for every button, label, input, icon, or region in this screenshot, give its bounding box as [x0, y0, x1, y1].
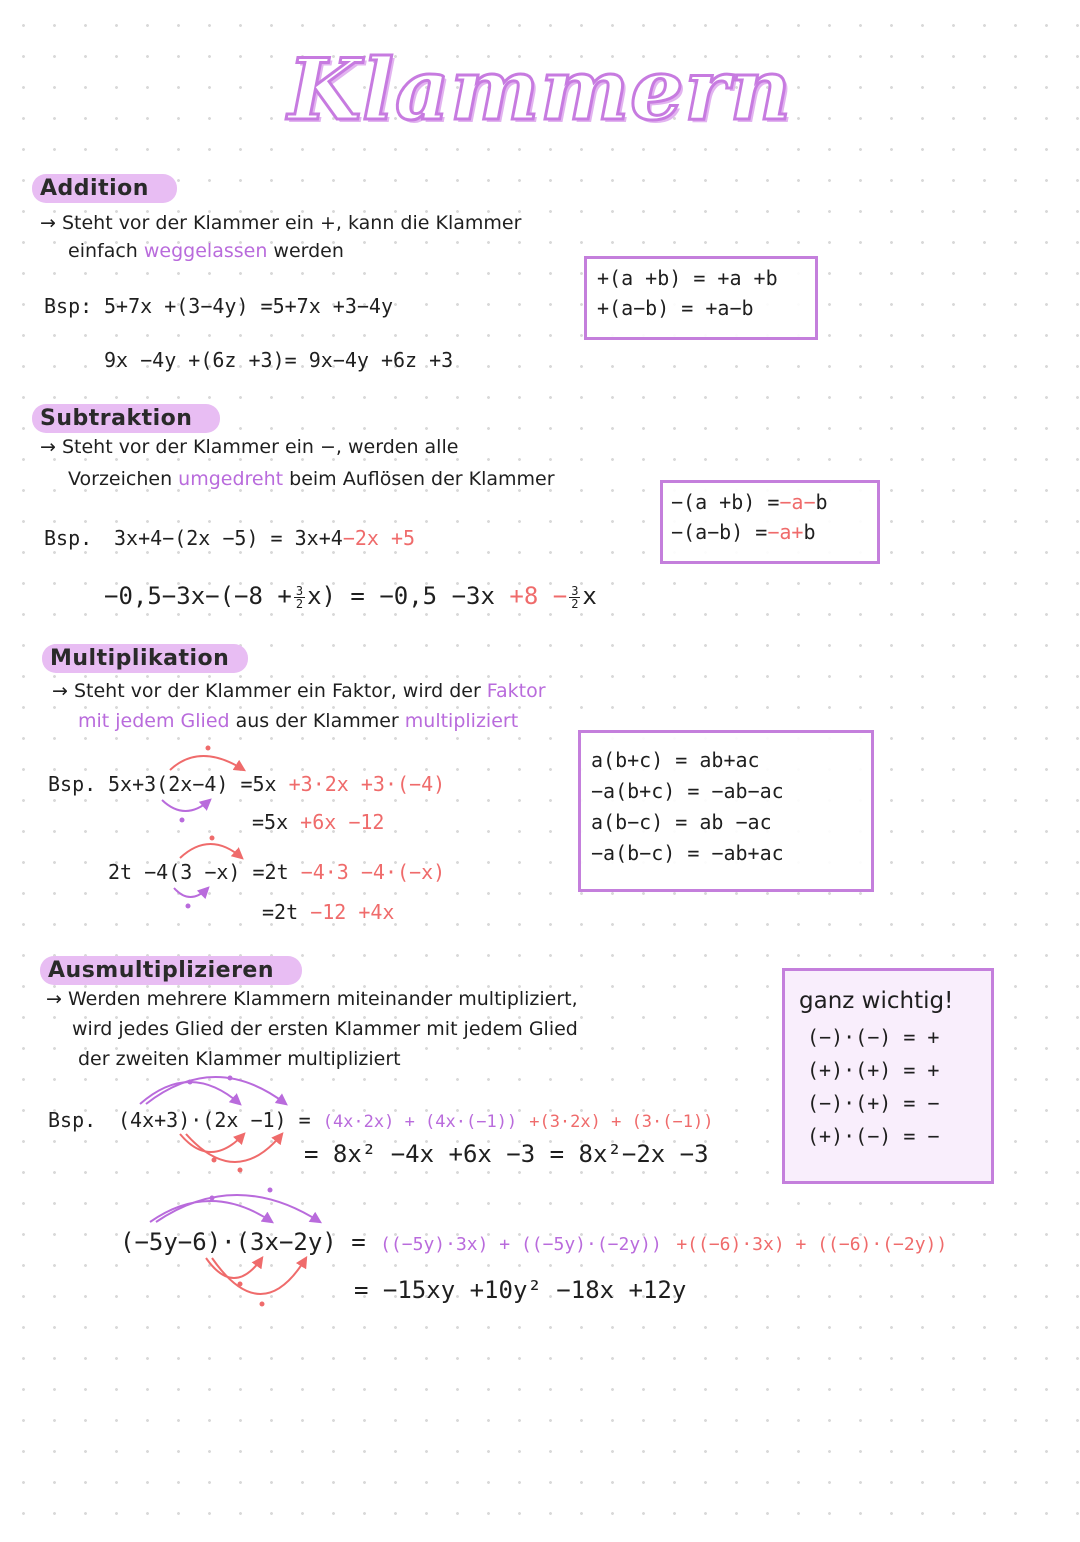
ausmultiplizieren-rule-line-1: → Werden mehrere Klammern miteinander multipliziert,: [46, 988, 578, 1010]
heading-subtraktion: Subtraktion: [32, 404, 220, 433]
arrow-aus-2b: [156, 1195, 320, 1222]
multiplikation-box-line-4: −a(b−c) = −ab+ac: [591, 841, 784, 865]
multiplikation-box-line-1: a(b+c) = ab+ac: [591, 748, 760, 772]
multiplikation-box-line-3: a(b−c) = ab −ac: [591, 810, 772, 834]
wichtig-rule-4: (+)·(−) = −: [807, 1124, 940, 1148]
addition-rule-line-1: → Steht vor der Klammer ein +, kann die Klammer: [40, 212, 522, 234]
arrow-mult-2b: [174, 888, 208, 897]
dot-aus-1c: [212, 1158, 217, 1163]
ausmultiplizieren-example-2-result: = −15xy +10y² −18x +12y: [354, 1276, 687, 1304]
multiplikation-box-line-2: −a(b+c) = −ab−ac: [591, 779, 784, 803]
heading-ausmultiplizieren: Ausmultiplizieren: [40, 956, 302, 985]
dot-mult-1a: [206, 746, 211, 751]
dot-aus-2c: [238, 1282, 243, 1287]
wichtig-rule-3: (−)·(+) = −: [807, 1091, 940, 1115]
arrow-mult-2a: [180, 844, 242, 858]
addition-rule-line-2: einfach weggelassen werden: [68, 240, 344, 262]
arrow-mult-1a: [170, 756, 244, 770]
subtraktion-rule-line-2: Vorzeichen umgedreht beim Auflösen der Klammer: [68, 468, 555, 490]
dot-aus-1d: [238, 1168, 243, 1173]
subtraktion-box-line-1: −(a +b) =−a−b: [671, 490, 828, 514]
highlight-weggelassen: weggelassen: [143, 240, 268, 262]
addition-box-line-1: +(a +b) = +a +b: [597, 266, 778, 290]
addition-example-1: 5+7x +(3−4y) =5+7x +3−4y: [104, 294, 393, 318]
arrow-aus-1b: [146, 1077, 286, 1104]
wichtig-title: ganz wichtig!: [799, 988, 954, 1014]
heading-multiplikation: Multiplikation: [42, 644, 248, 673]
subtraktion-example-1: 3x+4−(2x −5) = 3x+4−2x +5: [114, 526, 416, 550]
multiplikation-example-1: 5x+3(2x−4) =5x +3·2x +3·(−4): [108, 772, 446, 796]
addition-example-2: 9x −4y +(6z +3)= 9x−4y +6z +3: [104, 348, 454, 372]
arrow-aus-2a: [150, 1201, 272, 1222]
dot-aus-2d: [260, 1302, 265, 1307]
arrow-mult-1b: [162, 800, 210, 811]
multiplikation-example-2: 2t −4(3 −x) =2t −4·3 −4·(−x): [108, 860, 446, 884]
dot-mult-2a: [210, 836, 215, 841]
wichtig-rule-2: (+)·(+) = +: [807, 1058, 940, 1082]
dot-mult-2b: [186, 904, 191, 909]
dot-aus-1b: [228, 1076, 233, 1081]
dot-mult-1b: [180, 818, 185, 823]
dot-aus-1a: [188, 1080, 193, 1085]
ausmultiplizieren-bsp-label: Bsp.: [48, 1108, 97, 1132]
ausmultiplizieren-example-1-result: = 8x² −4x +6x −3 = 8x²−2x −3: [304, 1140, 709, 1168]
subtraktion-box-line-2: −(a−b) =−a+b: [671, 520, 816, 544]
ausmultiplizieren-rule-line-2: wird jedes Glied der ersten Klammer mit jedem Glied: [72, 1018, 578, 1040]
multiplikation-rule-line-1: → Steht vor der Klammer ein Faktor, wird der Faktor: [52, 680, 546, 702]
ausmultiplizieren-example-2: (−5y−6)·(3x−2y) = ((−5y)·3x) + ((−5y)·(−2y)) +((−6)·3x) + ((−6)·(−2y)): [120, 1228, 948, 1256]
subtraktion-rule-line-1: → Steht vor der Klammer ein −, werden alle: [40, 436, 459, 458]
multiplikation-bsp-label: Bsp.: [48, 772, 97, 796]
highlight-umgedreht: umgedreht: [178, 468, 284, 490]
heading-addition: Addition: [32, 174, 177, 203]
multiplikation-example-1-result: =5x +6x −12: [252, 810, 385, 834]
arrow-aus-1d: [186, 1134, 282, 1162]
ausmultiplizieren-rule-line-3: der zweiten Klammer multipliziert: [78, 1048, 401, 1070]
addition-box-line-2: +(a−b) = +a−b: [597, 296, 754, 320]
wichtig-rule-1: (−)·(−) = +: [807, 1025, 940, 1049]
dot-aus-2b: [268, 1188, 273, 1193]
page-title: Klammern: [288, 40, 792, 139]
ausmultiplizieren-example-1: (4x+3)·(2x −1) = (4x·2x) + (4x·(−1)) +(3·2x) + (3·(−1)): [118, 1108, 714, 1132]
subtraktion-bsp-label: Bsp.: [44, 526, 93, 550]
subtraktion-example-2: −0,5−3x−(−8 + $\frac{3}{2}$ x) = −0,5 −3x +8 − $\frac{3}{2}$ x: [104, 582, 597, 611]
arrow-aus-1a: [140, 1082, 240, 1104]
addition-bsp-label: Bsp:: [44, 294, 93, 318]
multiplikation-example-2-result: =2t −12 +4x: [262, 900, 395, 924]
multiplikation-rule-line-2: mit jedem Glied aus der Klammer multipliziert: [78, 710, 519, 732]
dot-aus-2a: [210, 1196, 215, 1201]
